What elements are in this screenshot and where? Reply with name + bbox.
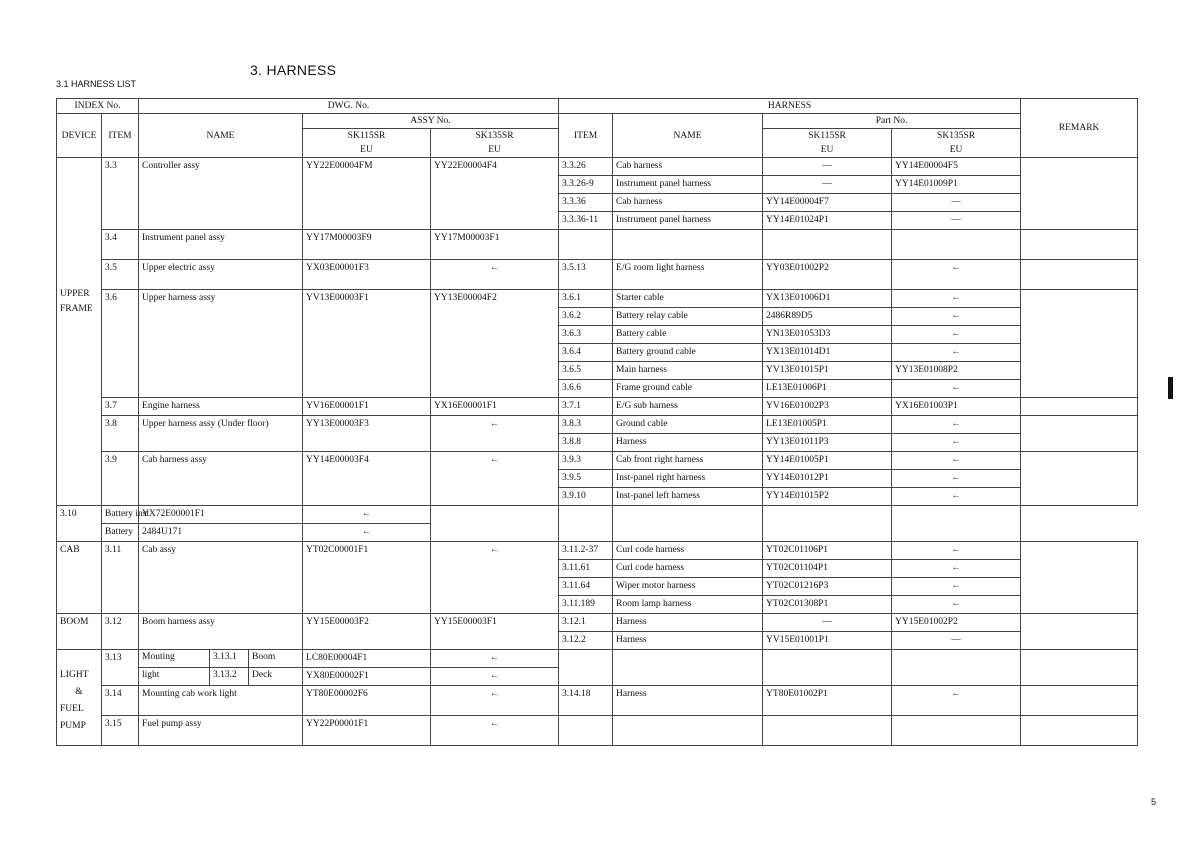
part-sk135-cell: —: [892, 212, 1021, 230]
assy-sk135-cell: ←: [431, 260, 559, 290]
part-sk115-cell: YT02C01308P1: [763, 596, 892, 614]
assy-sk135-cell: YY15E00003F1: [431, 614, 559, 650]
part-sk135-cell: YY14E00004F5: [892, 158, 1021, 176]
col-dwg-no: DWG. No.: [139, 99, 559, 114]
part-sk115-cell: YY14E01015P2: [763, 488, 892, 506]
harness-item-cell: 3.11.189: [559, 596, 613, 614]
harness-item-cell: 3.11.64: [559, 578, 613, 596]
name-cell: Boom harness assy: [139, 614, 303, 650]
name-cell: Cab harness assy: [139, 452, 303, 506]
device-light: LIGHT: [60, 670, 89, 680]
table-row: [57, 398, 1138, 416]
name-cell: Mounting cab work light: [139, 686, 303, 716]
assy-sk135-cell: YY17M00003F1: [431, 230, 559, 260]
harness-name-cell: Cab front right harness: [613, 452, 763, 470]
col-remark: REMARK: [1021, 99, 1138, 158]
part-sk115-cell: YX13E01014D1: [763, 344, 892, 362]
harness-name-cell: Wiper motor harness: [613, 578, 763, 596]
part-sk115-cell: LE13E01005P1: [763, 416, 892, 434]
col-assy-sk135: SK135SR: [431, 129, 559, 144]
col-device: DEVICE: [57, 114, 102, 158]
harness-item-cell: 3.6.5: [559, 362, 613, 380]
table-row: [57, 290, 1138, 308]
device-upper: UPPER: [60, 289, 90, 299]
assy-sk115-cell: YY22P00001F1: [303, 716, 431, 746]
harness-name-cell: Starter cable: [613, 290, 763, 308]
item-cell: 3.8: [102, 416, 139, 452]
part-sk115-cell: YT02C01106P1: [763, 542, 892, 560]
assy-sk115-cell: YT80E00002F6: [303, 686, 431, 716]
part-sk115-cell: YY14E01005P1: [763, 452, 892, 470]
part-sk115-cell: YX13E01006D1: [763, 290, 892, 308]
col-item: ITEM: [102, 114, 139, 158]
harness-name-cell: Cab harness: [613, 158, 763, 176]
table-row: [57, 506, 1138, 524]
remark-cell: [1021, 158, 1138, 230]
part-sk135-cell: ←: [892, 560, 1021, 578]
assy-sk115-cell: YY22E00004FM: [303, 158, 431, 230]
harness-name-cell: Inst-panel right harness: [613, 470, 763, 488]
part-sk115-cell: YY03E01002P2: [763, 260, 892, 290]
part-sk115-cell: YN13E01053D3: [763, 326, 892, 344]
part-sk115-cell: —: [763, 176, 892, 194]
harness-item-cell: 3.12.1: [559, 614, 613, 632]
item-cell: 3.14: [102, 686, 139, 716]
assy-sk115-cell: YT02C00001F1: [303, 542, 431, 614]
assy-sk135-cell: ←: [431, 452, 559, 506]
item-cell: 3.6: [102, 290, 139, 398]
harness-item-cell: 3.8.8: [559, 434, 613, 452]
harness-item-cell: 3.6.2: [559, 308, 613, 326]
assy-sk135-cell: ←: [431, 686, 559, 716]
harness-item-cell: 3.6.1: [559, 290, 613, 308]
harness-name-cell: Main harness: [613, 362, 763, 380]
assy-sk115-cell: YY17M00003F9: [303, 230, 431, 260]
part-sk135-cell: ←: [892, 488, 1021, 506]
table-header-row: [57, 114, 1138, 129]
part-sk115-cell: LE13E01006P1: [763, 380, 892, 398]
mount-sub-name: Boom: [252, 652, 276, 662]
harness-name-cell: Harness: [613, 614, 763, 632]
mount-label: light: [139, 668, 210, 685]
harness-name-cell: Harness: [613, 686, 763, 716]
col-harness-name: NAME: [613, 114, 763, 158]
assy-sk135-cell: YY22E00004F4: [431, 158, 559, 230]
part-sk135-cell: ←: [892, 686, 1021, 716]
device-frame: FRAME: [60, 304, 93, 314]
section-tab-marker: [1168, 377, 1173, 399]
part-sk135-cell: ←: [892, 344, 1021, 362]
part-sk135-cell: ←: [892, 452, 1021, 470]
assy-sk135-cell: ←: [431, 650, 559, 668]
item-cell: 3.12: [102, 614, 139, 650]
part-sk135-cell: ←: [892, 434, 1021, 452]
harness-name-cell: Room lamp harness: [613, 596, 763, 614]
harness-name-cell: Curl code harness: [613, 560, 763, 578]
harness-item-cell: 3.6.6: [559, 380, 613, 398]
table-row: [57, 614, 1138, 632]
part-sk135-cell: —: [892, 194, 1021, 212]
item-cell: 3.5: [102, 260, 139, 290]
mount-sub-item: 3.13.2: [210, 668, 249, 685]
harness-item-cell: 3.3.26: [559, 158, 613, 176]
name-cell: Upper harness assy: [139, 290, 303, 398]
part-sk135-cell: ←: [892, 260, 1021, 290]
harness-list-table: [56, 98, 1138, 746]
harness-name-cell: Battery ground cable: [613, 344, 763, 362]
part-sk115-cell: YV15E01001P1: [763, 632, 892, 650]
col-part-no: Part No.: [763, 114, 1021, 129]
harness-name-cell: E/G room light harness: [613, 260, 763, 290]
assy-sk115-cell: YX72E00001F1: [139, 506, 303, 524]
harness-name-cell: Inst-panel left harness: [613, 488, 763, 506]
assy-sk135-cell: ←: [303, 506, 431, 524]
harness-item-cell: 3.11.61: [559, 560, 613, 578]
device-fuel: FUEL: [60, 704, 84, 714]
table-row: [57, 230, 1138, 260]
assy-sk135-cell: ←: [431, 542, 559, 614]
part-sk115-cell: 2486R89D5: [763, 308, 892, 326]
assy-sk115-cell: 2484U171: [139, 524, 303, 542]
harness-name-cell: Harness: [613, 434, 763, 452]
section-subtitle: 3.1 HARNESS LIST: [56, 79, 137, 89]
harness-item-cell: 3.11.2-37: [559, 542, 613, 560]
mount-label: Mouting: [139, 650, 210, 667]
device-pump: PUMP: [60, 721, 86, 731]
table-row: [57, 716, 1138, 746]
harness-item-cell: 3.6.3: [559, 326, 613, 344]
col-harness-item: ITEM: [559, 114, 613, 158]
part-sk135-cell: ←: [892, 290, 1021, 308]
item-cell: 3.15: [102, 716, 139, 746]
part-sk115-cell: YY14E00004F7: [763, 194, 892, 212]
harness-name-cell: Battery cable: [613, 326, 763, 344]
part-sk115-cell: —: [763, 158, 892, 176]
part-sk135-cell: —: [892, 632, 1021, 650]
part-sk115-cell: YV13E01015P1: [763, 362, 892, 380]
name-cell: Upper harness assy (Under floor): [139, 416, 303, 452]
part-sk135-cell: YX16E01003P1: [892, 398, 1021, 416]
name-cell: Cab assy: [139, 542, 303, 614]
col-part-sk135-eu: EU: [892, 143, 1021, 158]
harness-item-cell: 3.9.3: [559, 452, 613, 470]
remark-cell: [1021, 614, 1138, 650]
harness-item-cell: 3.3.36-11: [559, 212, 613, 230]
harness-item-cell: 3.6.4: [559, 344, 613, 362]
table-header-row: [57, 99, 1138, 114]
item-cell: 3.13: [102, 650, 139, 686]
harness-name-cell: Cab harness: [613, 194, 763, 212]
part-sk135-cell: ←: [892, 416, 1021, 434]
part-sk115-cell: YY14E01024P1: [763, 212, 892, 230]
part-sk135-cell: YY15E01002P2: [892, 614, 1021, 632]
part-sk115-cell: YY13E01011P3: [763, 434, 892, 452]
part-sk135-cell: YY14E01009P1: [892, 176, 1021, 194]
assy-sk135-cell: YY13E00004F2: [431, 290, 559, 398]
assy-sk135-cell: ←: [431, 416, 559, 452]
harness-item-cell: 3.3.36: [559, 194, 613, 212]
table-row: [57, 416, 1138, 434]
assy-sk135-cell: YX16E00001F1: [431, 398, 559, 416]
part-sk135-cell: YY13E01008P2: [892, 362, 1021, 380]
remark-cell: [1021, 290, 1138, 398]
assy-sk115-cell: YY14E00003F4: [303, 452, 431, 506]
remark-cell: [1021, 416, 1138, 452]
assy-sk115-cell: YY15E00003F2: [303, 614, 431, 650]
device-boom: BOOM: [57, 614, 102, 650]
part-sk115-cell: YT80E01002P1: [763, 686, 892, 716]
device-amp: &: [75, 687, 83, 697]
part-sk135-cell: ←: [892, 380, 1021, 398]
assy-sk135-cell: ←: [431, 668, 559, 686]
name-cell: [139, 650, 303, 668]
remark-cell: [1021, 452, 1138, 506]
name-cell: Upper electric assy: [139, 260, 303, 290]
harness-name-cell: Curl code harness: [613, 542, 763, 560]
part-sk115-cell: YT02C01216P3: [763, 578, 892, 596]
col-part-sk135: SK135SR: [892, 129, 1021, 144]
item-cell: 3.11: [102, 542, 139, 614]
remark-cell: [1021, 542, 1138, 614]
table-row: [57, 650, 1138, 668]
item-cell: 3.4: [102, 230, 139, 260]
harness-item-cell: 3.9.5: [559, 470, 613, 488]
harness-item-cell: 3.7.1: [559, 398, 613, 416]
part-sk115-cell: YY14E01012P1: [763, 470, 892, 488]
item-cell: 3.10: [57, 506, 102, 542]
name-cell: Engine harness: [139, 398, 303, 416]
part-sk135-cell: ←: [892, 596, 1021, 614]
assy-sk115-cell: YX03E00001F3: [303, 260, 431, 290]
harness-item-cell: 3.3.26-9: [559, 176, 613, 194]
assy-sk115-cell: YY13E00003F3: [303, 416, 431, 452]
table-row: [57, 158, 1138, 176]
col-harness: HARNESS: [559, 99, 1021, 114]
part-sk135-cell: ←: [892, 326, 1021, 344]
table-row: [57, 260, 1138, 290]
part-sk115-cell: YV16E01002P3: [763, 398, 892, 416]
assy-sk115-cell: YX80E00002F1: [303, 668, 431, 686]
part-sk115-cell: YT02C01104P1: [763, 560, 892, 578]
device-light-fuel-pump: [57, 650, 102, 746]
page-number: 5: [1151, 797, 1157, 807]
part-sk115-cell: —: [763, 614, 892, 632]
item-cell: 3.7: [102, 398, 139, 416]
name-cell: [139, 668, 303, 686]
name-cell: Fuel pump assy: [139, 716, 303, 746]
col-index-no: INDEX No.: [57, 99, 139, 114]
mount-sub-name: Deck: [252, 670, 273, 680]
item-cell: 3.9: [102, 452, 139, 506]
name-cell: Instrument panel assy: [139, 230, 303, 260]
name-cell: Battery inst: [102, 506, 139, 524]
harness-item-cell: 3.14.18: [559, 686, 613, 716]
mount-sub-item: 3.13.1: [210, 650, 249, 667]
harness-name-cell: Instrument panel harness: [613, 176, 763, 194]
col-part-sk115: SK115SR: [763, 129, 892, 144]
table-row: [57, 452, 1138, 470]
page-title: 3. HARNESS: [250, 62, 337, 78]
table-body: [57, 158, 1138, 746]
harness-item-cell: 3.9.10: [559, 488, 613, 506]
harness-item-cell: 3.5.13: [559, 260, 613, 290]
col-assy-sk135-eu: EU: [431, 143, 559, 158]
harness-item-cell: 3.12.2: [559, 632, 613, 650]
part-sk135-cell: ←: [892, 308, 1021, 326]
name-cell: Battery: [102, 524, 139, 542]
part-sk135-cell: ←: [892, 578, 1021, 596]
harness-name-cell: Instrument panel harness: [613, 212, 763, 230]
table-row: [57, 542, 1138, 560]
assy-sk135-cell: ←: [431, 716, 559, 746]
device-cab: CAB: [57, 542, 102, 614]
harness-name-cell: Harness: [613, 632, 763, 650]
part-sk135-cell: ←: [892, 470, 1021, 488]
col-name: NAME: [139, 114, 303, 158]
harness-name-cell: Frame ground cable: [613, 380, 763, 398]
col-assy-no: ASSY No.: [303, 114, 559, 129]
name-cell: Controller assy: [139, 158, 303, 230]
assy-sk115-cell: LC80E00004F1: [303, 650, 431, 668]
assy-sk115-cell: YV16E00001F1: [303, 398, 431, 416]
col-assy-sk115-eu: EU: [303, 143, 431, 158]
col-assy-sk115: SK115SR: [303, 129, 431, 144]
harness-item-cell: 3.8.3: [559, 416, 613, 434]
harness-name-cell: E/G sub harness: [613, 398, 763, 416]
item-cell: 3.3: [102, 158, 139, 230]
harness-name-cell: Battery relay cable: [613, 308, 763, 326]
col-part-sk115-eu: EU: [763, 143, 892, 158]
assy-sk115-cell: YV13E00003F1: [303, 290, 431, 398]
part-sk135-cell: ←: [892, 542, 1021, 560]
device-cell-upper-frame: [57, 158, 102, 506]
assy-sk135-cell: ←: [303, 524, 431, 542]
harness-name-cell: Ground cable: [613, 416, 763, 434]
table-row: [57, 686, 1138, 716]
